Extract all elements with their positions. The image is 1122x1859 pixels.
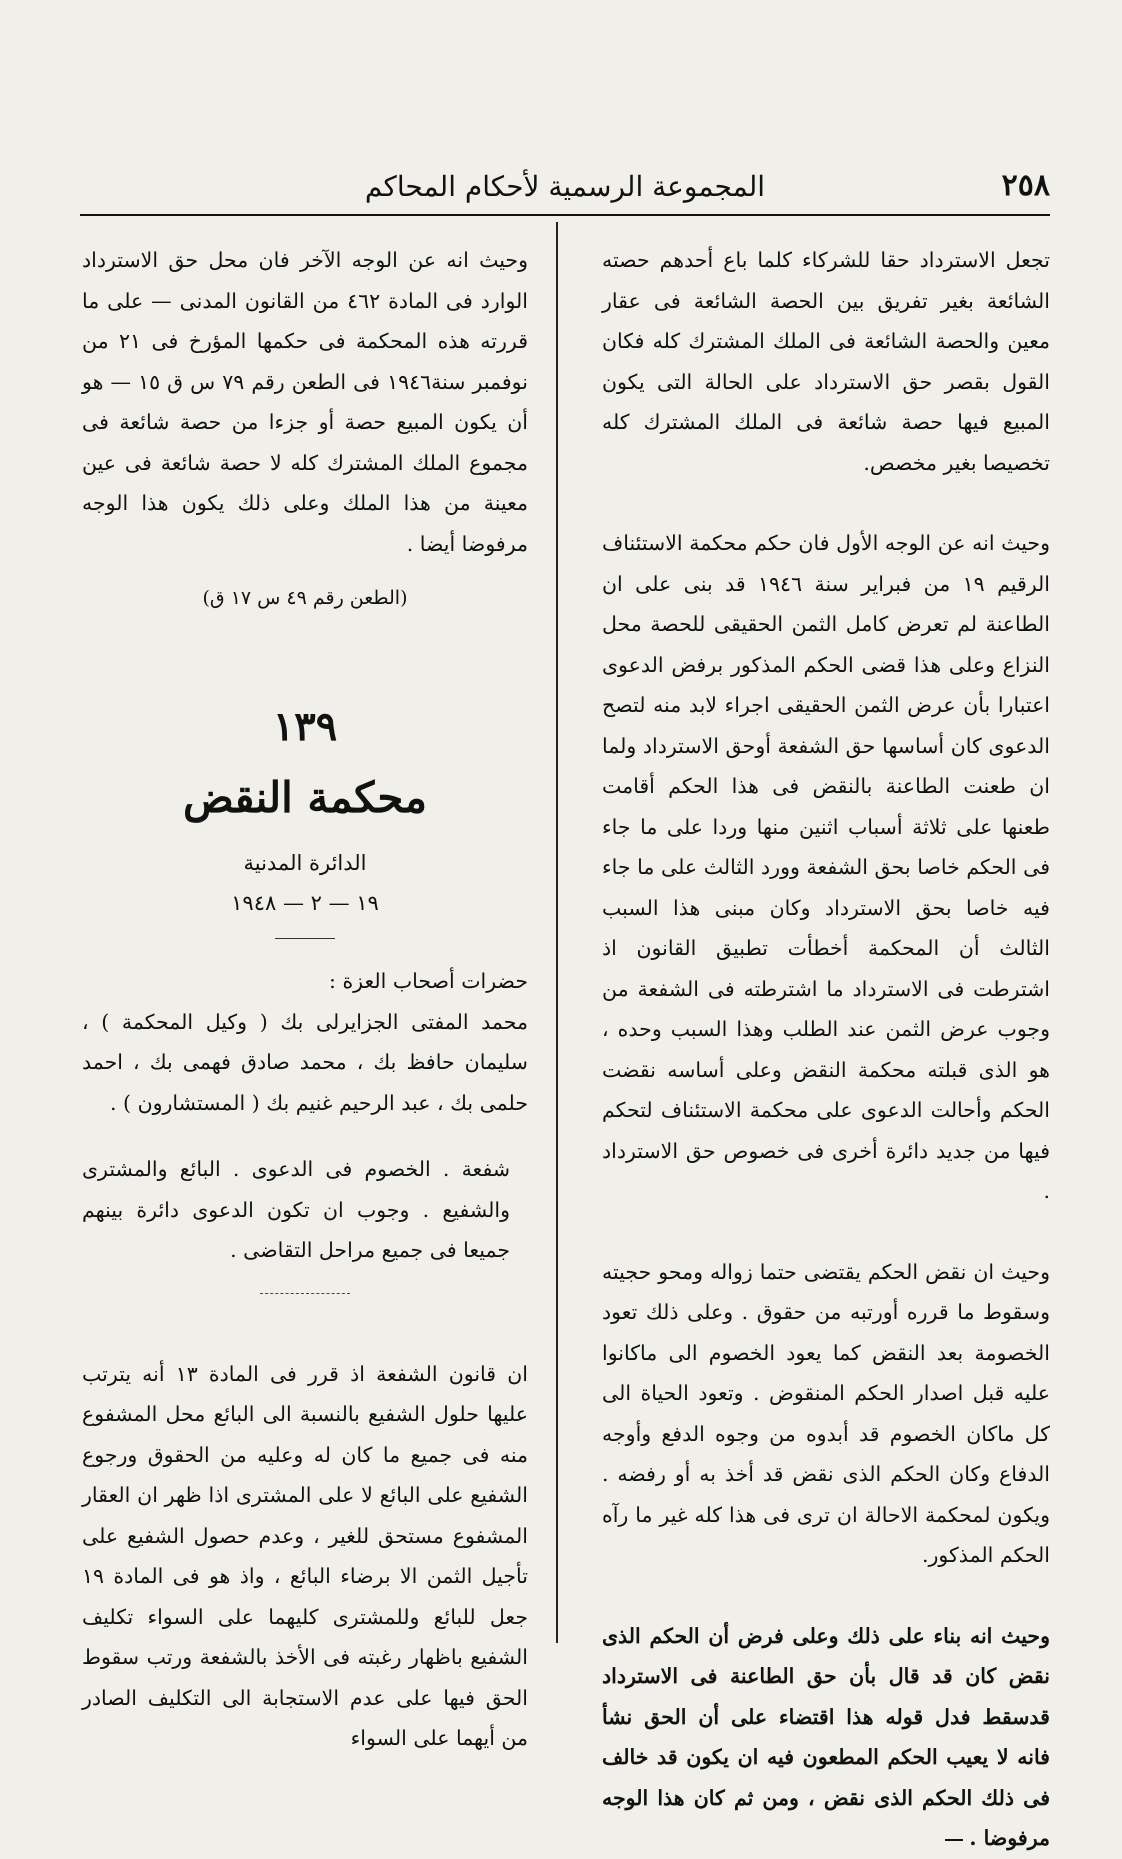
judges-list: محمد المفتى الجزايرلى بك ( وكيل المحكمة ) ، سليمان حافظ بك ، محمد صادق فهمى بك ، احمد حلمى بك ، عبد الرحيم غنيم بك ( المستشارون ) . (82, 1009, 528, 1115)
right-paragraph-1: تجعل الاسترداد حقا للشركاء كلما باع أحدهم حصته الشائعة بغير تفريق بين الحصة الشائعة فى عقار معين والحصة الشائعة فى الملك المشترك كله فكان القول بقصر حق الاسترداد على الحالة التى يكون المبيع فيها حصة شائعة فى الملك المشترك كله تخصيصا بغير مخصص. (602, 248, 1050, 475)
right-column (602, 240, 1050, 1859)
case-number: ١٣٩ (272, 702, 338, 750)
court-circuit: الدائرة المدنية (243, 850, 367, 875)
left-column (82, 240, 528, 1759)
right-paragraph-4: وحيث انه بناء على ذلك وعلى فرض أن الحكم الذى نقض كان قد قال بأن حق الطاعنة فى الاسترداد قدسقط فدل قوله هذا اقتضاء على أن الحق نشأ فانه لا يعيب الحكم المطعون فيه ان يكون قد خالف فى ذلك الحكم الذى نقض ، ومن ثم كان هذا الوجه مرفوضا . (602, 1623, 1050, 1850)
case-citation: (الطعن رقم ٤٩ س ١٧ ق) (202, 587, 408, 609)
left-paragraph-2: ان قانون الشفعة اذ قرر فى المادة ١٣ أنه يترتب عليها حلول الشفيع بالنسبة الى البائع محل المشفوع منه فى جميع ما كان له وعليه من الحقوق ورجوع الشفيع على البائع لا على المشترى اذا ظهر ان العقار المشفوع مستحق للغير ، وعدم حصول الشفيع على تأجيل الثمن الا برضاء البائع ، واذ هو فى المادة ١٩ جعل للبائع وللمشترى كليهما على السواء تكليف الشفيع باظهار رغبته فى الأخذ بالشفعة ورتب سقوط الحق فيها على عدم الاستجابة الى التكليف الصادر من أيهما على السواء (82, 1361, 528, 1750)
page-number: ٢٥٨ (1001, 168, 1050, 203)
end-mark (945, 1839, 963, 1841)
ruling-date: ١٩ — ٢ — ١٩٤٨ (231, 891, 379, 915)
page-header (80, 168, 1050, 210)
case-summary: شفعة . الخصوم فى الدعوى . البائع والمشترى والشفيع . وجوب ان تكون الدعوى دائرة بينهم جميعا فى جميع مراحل التقاضى . (82, 1157, 510, 1262)
header-rule (80, 214, 1050, 216)
court-name: محكمة النقض (182, 772, 428, 822)
column-divider (556, 222, 558, 1643)
right-paragraph-3: وحيث ان نقض الحكم يقتضى حتما زواله ومحو حجيته وسقوط ما قرره أورتبه من حقوق . وعلى ذلك تعود الخصومة بعد النقض كما يعود الخصوم الى ماكانوا عليه قبل اصدار الحكم المنقوض . وتعود الحياة الى كل ماكان الخصوم قد أبدوه من وجوه الدفع وأوجه الدفاع وكان الحكم الذى نقض قد أخذ به أو رفضه . ويكون لمحكمة الاحالة ان ترى فى هذا كله غير ما رآه الحكم المذكور. (602, 1259, 1050, 1567)
left-paragraph-1: وحيث انه عن الوجه الآخر فان محل حق الاسترداد الوارد فى المادة ٤٦٢ من القانون المدنى — على ما قررته هذه المحكمة فى حكمها المؤرخ فى ٢١ من نوفمبر سنة١٩٤٦ فى الطعن رقم ٧٩ س ق ١٥ — هو أن يكون المبيع حصة أو جزءا من حصة شائعة فى مجموع الملك المشترك كله لا حصة شائعة فى عين معينة من هذا الملك وعلى ذلك يكون هذا الوجه مرفوضا أيضا . (82, 248, 529, 556)
right-paragraph-2: وحيث انه عن الوجه الأول فان حكم محكمة الاستئناف الرقيم ١٩ من فبراير سنة ١٩٤٦ قد بنى على ان الطاعنة لم تعرض كامل الثمن الحقيقى للحصة محل النزاع وعلى هذا قضى الحكم المذكور برفض الدعوى اعتبارا بأن عرض الثمن الحقيقى اجراء لابد منه لتصح الدعوى كان أساسها حق الشفعة أوحق الاسترداد ولما ان طعنت الطاعنة بالنقض فى هذا الحكم أقامت طعنها على ثلاثة أسباب اثنين منها وردا على ما جاء فى الحكم خاصا بحق الشفعة وورد الثالث على ما جاء فيه خاصا بحق الاسترداد وكان مبنى هذا السبب الثالث أن المحكمة أخطأت تطبيق القانون اذ اشترطت فى الاسترداد ما اشترطته فى الشفعة من وجوب عرض الثمن عند الطلب وهذا السبب وحده ، هو الذى قبلته محكمة النقض وعلى أساسه نقضت الحكم وأحالت الدعوى على محكمة الاستئناف لتحكم فيها من جديد دائرة أخرى فى خصوص حق الاسترداد . (602, 531, 1050, 1203)
section-divider (275, 938, 335, 940)
judges-label: حضرات أصحاب العزة : (329, 969, 528, 993)
summary-divider (260, 1293, 350, 1294)
running-title: المجموعة الرسمية لأحكام المحاكم (364, 170, 766, 203)
